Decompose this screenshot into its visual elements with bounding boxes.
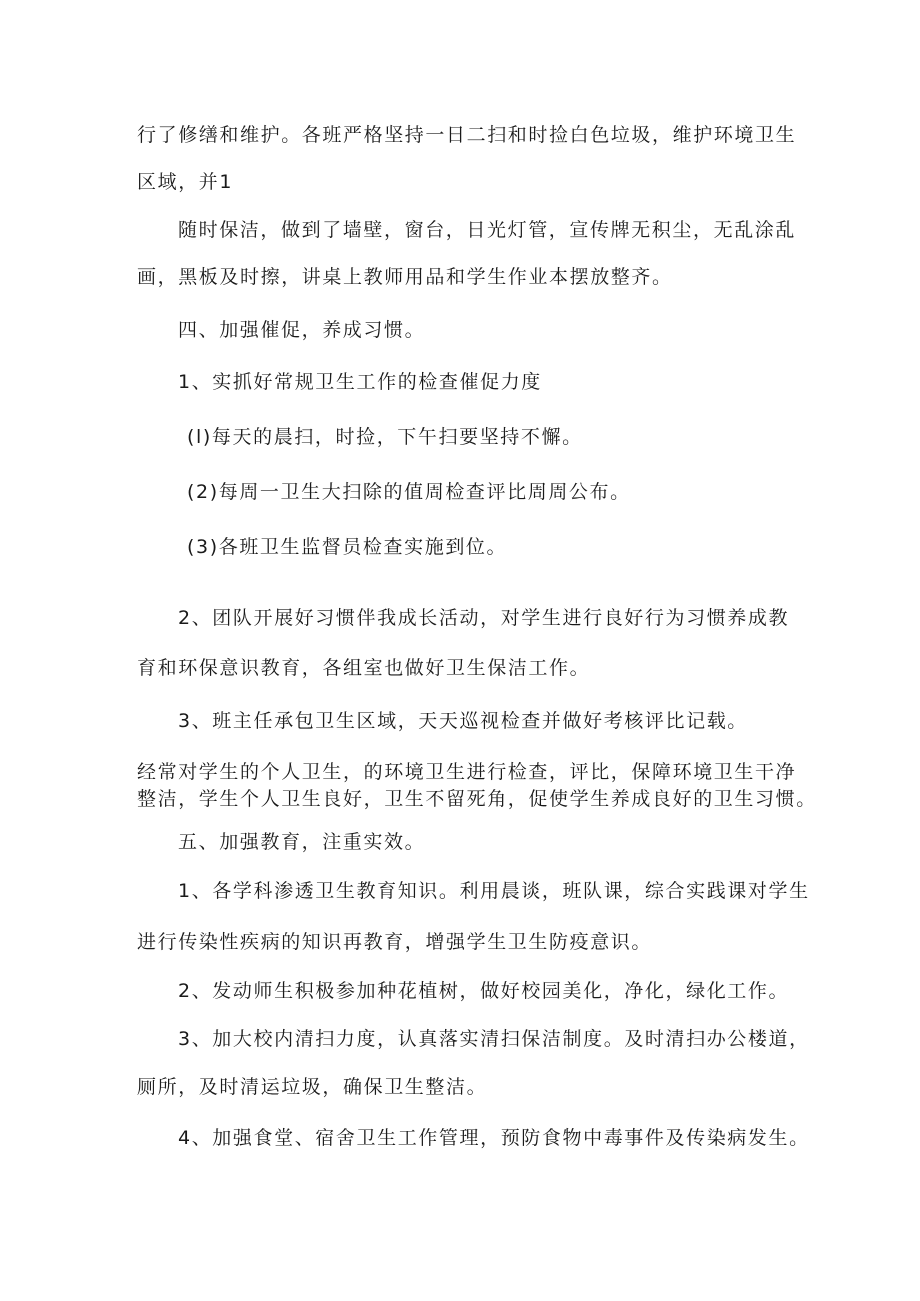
list-item: 1、各学科渗透卫生教育知识。利用晨谈，班队课，综合实践课对学生 [178,880,810,902]
list-item: (l)每天的晨扫，时捡，下午扫要坚持不懈。 [187,426,583,448]
section-heading: 四、加强催促，养成习惯。 [178,319,426,341]
paragraph-line: 进行传染性疾病的知识再教育，增强学生卫生防疫意识。 [137,931,653,953]
list-item: 4、加强食堂、宿舍卫生工作管理，预防食物中毒事件及传染病发生。 [178,1127,810,1149]
paragraph-line: 行了修缮和维护。各班严格坚持一日二扫和时捡白色垃圾，维护环境卫生 [137,124,797,146]
list-item: (2)每周一卫生大扫除的值周检查评比周周公布。 [187,481,631,503]
paragraph-line: 育和环保意识教育，各组室也做好卫生保洁工作。 [137,657,591,679]
list-item: 3、班主任承包卫生区域，天天巡视检查并做好考核评比记载。 [178,710,748,732]
list-item: 2、发动师生积极参加种花植树，做好校园美化，净化，绿化工作。 [178,980,790,1002]
list-item: 3、加大校内清扫力度，认真落实清扫保洁制度。及时清扫办公楼道， [178,1028,810,1050]
paragraph-line: 画，黑板及时擦，讲桌上教师用品和学生作业本摆放整齐。 [137,266,673,288]
list-item: 1、实抓好常规卫生工作的检查催促力度 [178,371,542,393]
paragraph-line: 区域，并1 [137,171,234,193]
paragraph-line: 厕所，及时清运垃圾，确保卫生整洁。 [137,1076,488,1098]
paragraph-line: 经常对学生的个人卫生，的环境卫生进行检查，评比，保障环境卫生干净 [137,761,797,783]
paragraph-line: 整洁，学生个人卫生良好，卫生不留死角，促使学生养成良好的卫生习惯。 [137,788,817,810]
section-heading: 五、加强教育，注重实效。 [178,831,426,853]
paragraph-line: 随时保洁，做到了墙壁，窗台，日光灯管，宣传牌无积尘，无乱涂乱 [178,219,797,241]
list-item: 2、团队开展好习惯伴我成长活动，对学生进行良好行为习惯养成教 [178,607,790,629]
list-item: (3)各班卫生监督员检查实施到位。 [187,536,508,558]
